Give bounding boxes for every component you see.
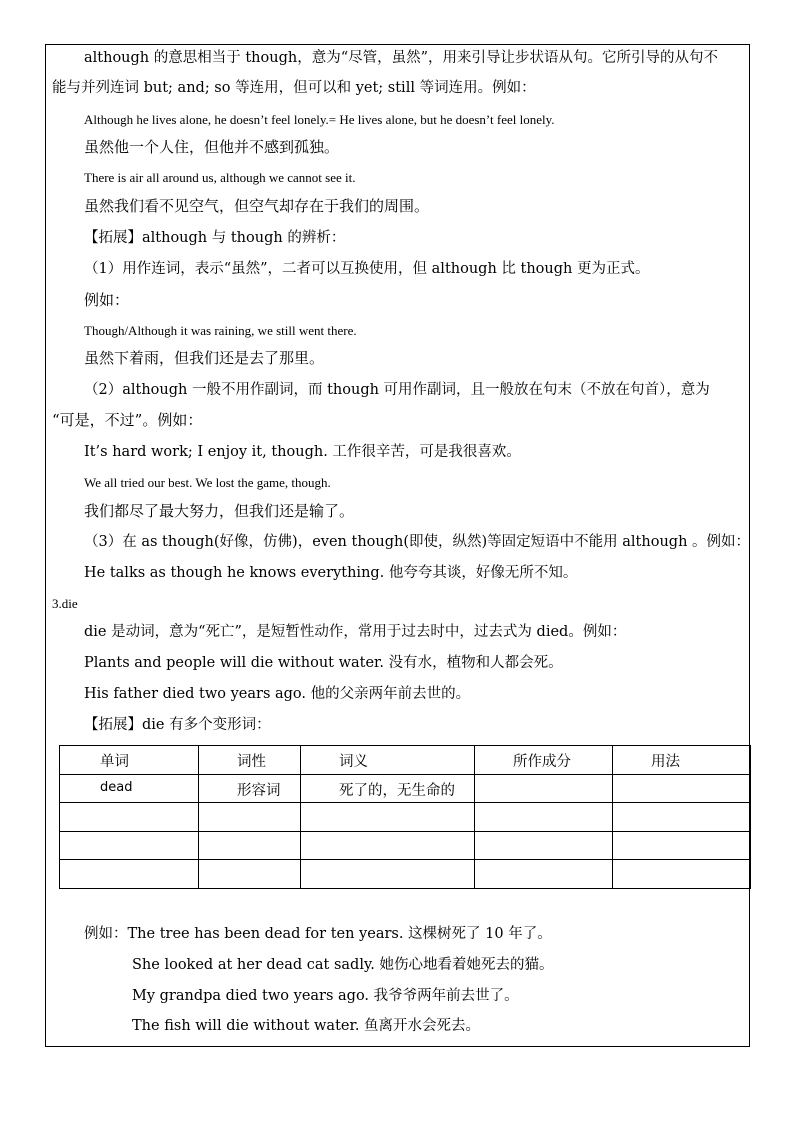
table-cell: 形容词 [199, 774, 301, 803]
paragraph-line: “可是，不过”。例如： [52, 411, 203, 429]
table-cell [301, 860, 475, 889]
table-row [60, 774, 751, 803]
table-cell [199, 831, 301, 860]
example-sentence: Though/Although it was raining, we still went there. [84, 323, 357, 338]
example-sentence: She looked at her dead cat sadly. 她伤心地看着她死去的猫。 [132, 957, 554, 973]
table-cell [60, 774, 199, 803]
table-cell [199, 860, 301, 889]
example-sentence: The fish will die without water. 鱼离开水会死去。 [132, 1018, 481, 1034]
translation-line: 虽然我们看不见空气，但空气却存在于我们的周围。 [84, 197, 430, 215]
table-cell [613, 803, 751, 832]
header-cell: 词性 [199, 746, 301, 775]
translation-line: 虽然下着雨，但我们还是去了那里。 [84, 349, 325, 367]
paragraph-line: 例如： [84, 291, 130, 309]
header-cell: 所作成分 [475, 746, 613, 775]
translation-line: 虽然他一个人住，但他并不感到孤独。 [84, 138, 340, 156]
example-sentence: He talks as though he knows everything. 他夸夸其谈，好像无所不知。 [84, 565, 578, 581]
table-cell [475, 831, 613, 860]
table-cell [199, 803, 301, 832]
paragraph-line: die 是动词，意为“死亡”，是短暂性动作，常用于过去时中，过去式为 died。例如： [84, 624, 627, 640]
paragraph-line: 能与并列连词 but; and; so 等连用，但可以和 yet; still 等词连用。例如： [52, 80, 536, 96]
table-cell [475, 803, 613, 832]
paragraph-line: （2）although 一般不用作副词，而 though 可用作副词，且一般放在句末（不放在句首），意为 [84, 382, 710, 398]
header-cell: 词义 [301, 746, 475, 775]
cell-text: dead [100, 779, 133, 795]
table-cell [475, 860, 613, 889]
table-row [60, 831, 751, 860]
section-heading: 【拓展】die 有多个变形词： [84, 717, 271, 733]
table-cell [60, 831, 199, 860]
table-cell [301, 803, 475, 832]
table-cell [613, 860, 751, 889]
table-cell [475, 774, 613, 803]
translation-line: 我们都尽了最大努力，但我们还是输了。 [84, 502, 355, 520]
table-row [60, 803, 751, 832]
table-cell [613, 831, 751, 860]
paragraph-line: （3）在 as though(好像，仿佛)，even though(即使，纵然)等固定短语中不能用 although 。例如： [84, 534, 751, 550]
example-sentence: His father died two years ago. 他的父亲两年前去世的。 [84, 686, 471, 702]
table-cell [60, 860, 199, 889]
header-cell: 用法 [613, 746, 751, 775]
word-forms-table [59, 745, 751, 889]
table-cell [301, 831, 475, 860]
table-row [60, 860, 751, 889]
table-cell [613, 774, 751, 803]
example-sentence: It’s hard work; I enjoy it, though. 工作很辛苦，可是我很喜欢。 [84, 444, 521, 460]
table-cell [60, 803, 199, 832]
table-cell: 死了的，无生命的 [301, 774, 475, 803]
section-heading: 【拓展】although 与 though 的辨析： [84, 230, 346, 246]
example-sentence: There is air all around us, although we cannot see it. [84, 170, 356, 185]
header-cell: 单词 [60, 746, 199, 775]
paragraph-line: although 的意思相当于 though，意为“尽管，虽然”，用来引导让步状语从句。它所引导的从句不 [84, 50, 719, 66]
example-sentence: Plants and people will die without water. 没有水，植物和人都会死。 [84, 655, 563, 671]
example-sentence: We all tried our best. We lost the game, though. [84, 475, 331, 490]
example-sentence: 例如：The tree has been dead for ten years. 这棵树死了 10 年了。 [84, 926, 552, 942]
example-sentence: My grandpa died two years ago. 我爷爷两年前去世了。 [132, 988, 519, 1004]
section-number: 3.die [52, 596, 78, 611]
table-header-row [60, 746, 751, 775]
paragraph-line: （1）用作连词，表示“虽然”，二者可以互换使用，但 although 比 though 更为正式。 [84, 261, 650, 277]
example-sentence: Although he lives alone, he doesn’t feel lonely.= He lives alone, but he doesn’t feel lonely. [84, 112, 555, 127]
